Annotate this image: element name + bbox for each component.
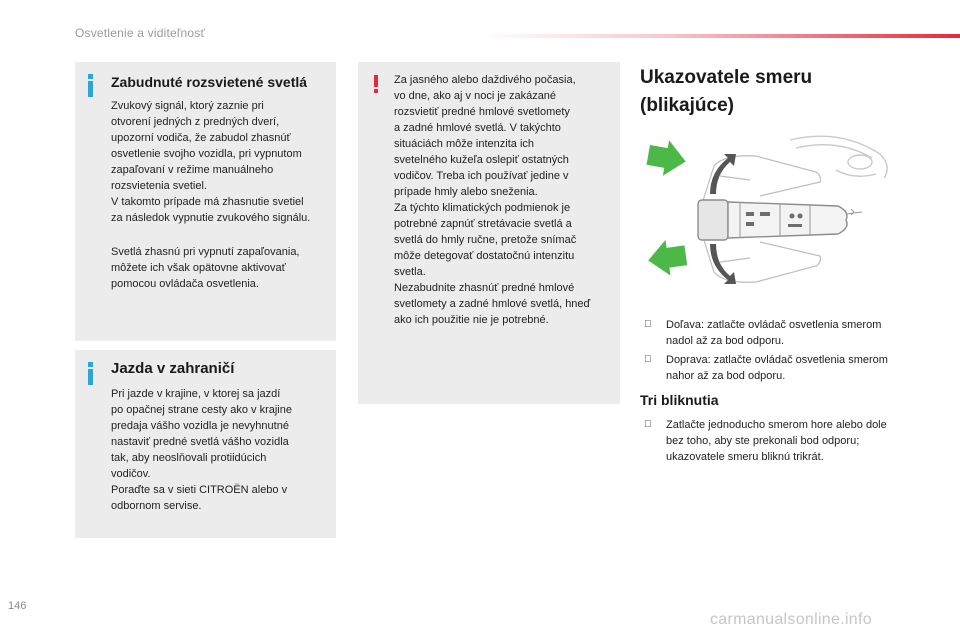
header-divider bbox=[480, 34, 960, 38]
arrow-left-turn-icon bbox=[646, 237, 689, 278]
three-flashes-instructions bbox=[640, 417, 900, 468]
stalk-up-outline bbox=[702, 156, 821, 204]
stalk-main bbox=[698, 200, 862, 240]
list-item: Zatlačte jednoducho smerom hore alebo dole bez toho, aby ste prekonali bod odporu; ukazovatele smeru bliknú trikrát. bbox=[640, 417, 900, 465]
warning-icon bbox=[374, 75, 378, 92]
page-number: 146 bbox=[8, 600, 27, 612]
info-icon bbox=[88, 74, 94, 97]
box-title: Zabudnuté rozsvietené svetlá bbox=[111, 74, 308, 90]
indicator-instructions bbox=[640, 317, 900, 387]
info-box-driving-abroad bbox=[75, 350, 336, 538]
watermark: carmanualsonline.info bbox=[710, 611, 872, 628]
box-paragraph: Za jasného alebo daždivého počasia, vo dne, ako aj v noci je zakázané rozsvietiť predné hmlové svetlomety a zadné hmlové svetlá. V takýchto situáciách môže intenzita ich svetelného kužeľa oslepiť ostatných vodičov. Treba ich používať jedine v prípade hmly alebo sneženia. Za týchto klimatických podmienok je potrebné zapnúť stretávacie svetlá a svetlá do hmly ručne, pretože snímač môže detegovať dostatočnú intenzitu svetla. Nezabudnite zhasnúť predné hmlové svetlomety a zadné hmlové svetlá, hneď ako ich použitie nie je potrebné. bbox=[394, 74, 591, 326]
box-paragraph: Zvukový signál, ktorý zaznie pri otvorení jedných z predných dverí, upozorní vodiča, že zabudol zhasnúť osvetlenie svojho vozidla, pri vypnutom zapaľovaní v režime manuálneho rozsvietenia svetiel. V takomto prípade má zhasnutie svetiel za následok vypnutie zvukového signálu. bbox=[111, 100, 311, 224]
subsection-title: Tri bliknutia bbox=[640, 392, 719, 408]
bullet-icon bbox=[644, 417, 652, 433]
indicator-stalk-illustration bbox=[640, 132, 894, 304]
info-icon bbox=[88, 362, 94, 385]
info-box-lights-on bbox=[75, 62, 336, 341]
bullet-icon bbox=[644, 352, 652, 368]
arrow-right-turn-icon bbox=[645, 137, 689, 179]
section-title: Ukazovatele smeru (blikajúce) bbox=[640, 67, 813, 116]
list-item: Doľava: zatlačte ovládač osvetlenia smerom nadol až za bod odporu. bbox=[640, 317, 900, 349]
box-paragraph: Svetlá zhasnú pri vypnutí zapaľovania, môžete ich však opätovne aktivovať pomocou ovládača osvetlenia. bbox=[111, 246, 300, 290]
box-title: Jazda v zahraničí bbox=[111, 360, 235, 377]
box-paragraph: Pri jazde v krajine, v ktorej sa jazdí po opačnej strane cesty ako v krajine predaja vášho vozidla je nevyhnutné nastaviť predné svetlá vášho vozidla tak, aby neoslňovali protiidúcich vodičov. Poraďte sa v sieti CITROËN alebo v odbornom servise. bbox=[111, 388, 292, 512]
stalk-down-outline bbox=[702, 234, 821, 282]
lighting-stalk-diagram bbox=[640, 132, 894, 304]
steering-wheel-icon bbox=[790, 136, 887, 178]
chapter-title: Osvetlenie a viditeľnosť bbox=[75, 26, 206, 40]
warning-box-fog-lights bbox=[358, 62, 620, 404]
list-item: Doprava: zatlačte ovládač osvetlenia smerom nahor až za bod odporu. bbox=[640, 352, 900, 384]
bullet-icon bbox=[644, 317, 652, 333]
